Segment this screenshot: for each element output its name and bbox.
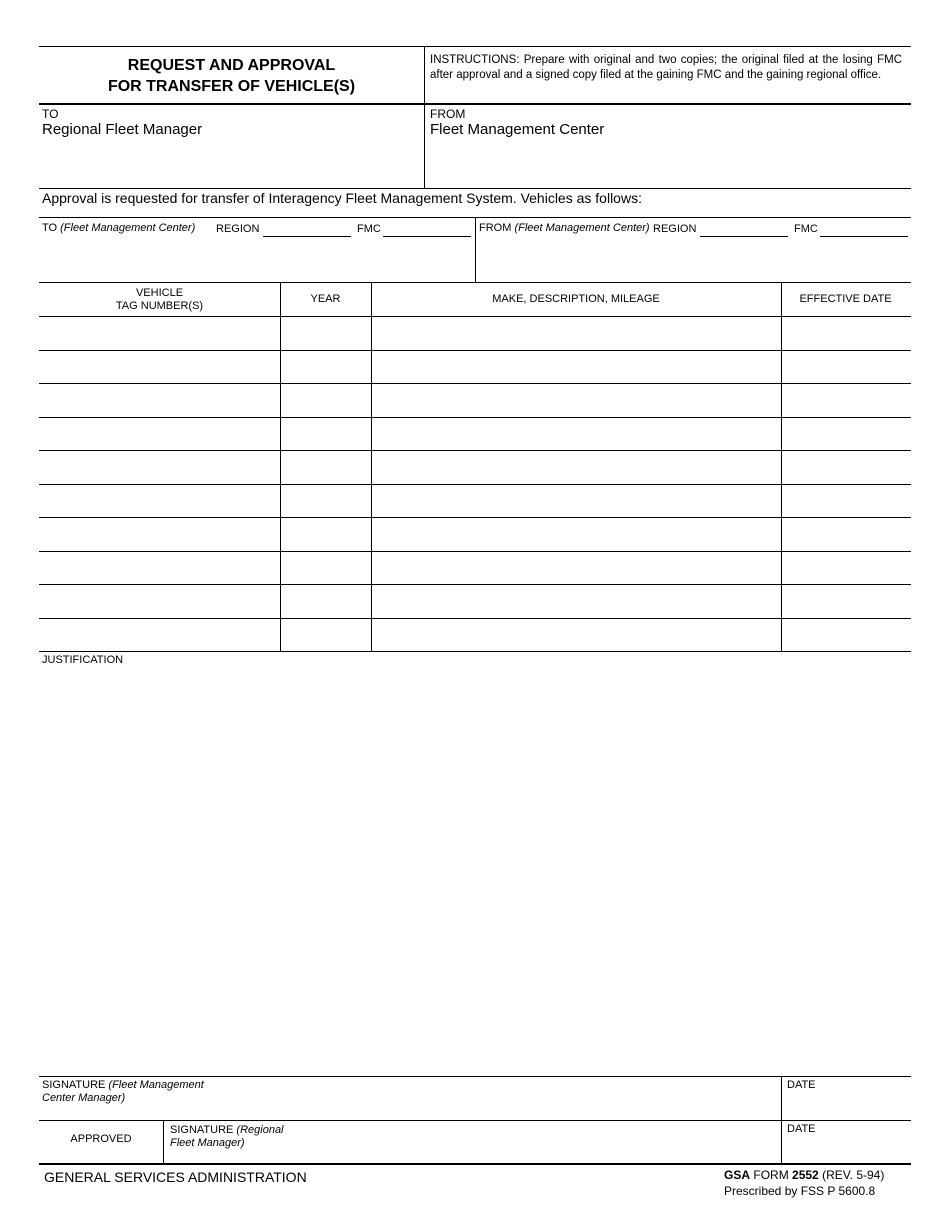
header-divider	[424, 46, 425, 188]
cell-date[interactable]	[783, 553, 908, 583]
cell-make[interactable]	[373, 318, 779, 348]
fmc-date-label: DATE	[787, 1079, 816, 1091]
fmc-sig-sub1: (Fleet Management	[108, 1079, 204, 1091]
transfer-to	[42, 222, 195, 234]
form-title-line1: REQUEST AND APPROVAL	[127, 57, 336, 74]
cell-make[interactable]	[373, 519, 779, 549]
from-region-field[interactable]	[700, 224, 788, 237]
cell-tag[interactable]	[41, 419, 278, 449]
to-from-bottom-rule	[39, 188, 911, 189]
col-divider-2	[371, 282, 372, 651]
form-prefix: GSA	[724, 1168, 751, 1182]
cell-tag[interactable]	[41, 553, 278, 583]
cell-year[interactable]	[282, 452, 369, 482]
cell-year[interactable]	[282, 318, 369, 348]
transfer-from-label: FROM	[479, 222, 512, 234]
cell-make[interactable]	[373, 352, 779, 382]
to-fmc-field[interactable]	[383, 224, 471, 237]
col-divider-3	[781, 282, 782, 651]
cell-make[interactable]	[373, 586, 779, 616]
approved-label: APPROVED	[70, 1133, 132, 1145]
from-value[interactable]: Fleet Management Center	[430, 121, 605, 138]
header-vehicle-line2: TAG NUMBER(S)	[115, 300, 204, 312]
rfm-sig-sub2: Fleet Manager)	[170, 1137, 245, 1149]
from-label: FROM	[430, 107, 466, 121]
cell-tag[interactable]	[41, 452, 278, 482]
transfer-to-sub: (Fleet Management Center)	[60, 222, 196, 234]
cell-date[interactable]	[783, 586, 908, 616]
cell-tag[interactable]	[41, 385, 278, 415]
transfer-divider	[475, 217, 476, 282]
cell-year[interactable]	[282, 419, 369, 449]
form-title	[39, 55, 424, 97]
agency-name: GENERAL SERVICES ADMINISTRATION	[44, 1169, 307, 1185]
form-number-block	[724, 1167, 884, 1199]
rfm-sig-sub1: (Regional	[236, 1124, 284, 1136]
cell-tag[interactable]	[41, 519, 278, 549]
cell-make[interactable]	[373, 419, 779, 449]
cell-tag[interactable]	[41, 486, 278, 516]
rfm-date-field[interactable]	[787, 1138, 907, 1162]
rfm-signature-field[interactable]	[290, 1132, 770, 1160]
to-value[interactable]: Regional Fleet Manager	[42, 121, 203, 138]
prescribed-by: Prescribed by FSS P 5600.8	[724, 1184, 876, 1198]
col-divider-1	[280, 282, 281, 651]
cell-make[interactable]	[373, 452, 779, 482]
approval-statement: Approval is requested for transfer of Interagency Fleet Management System. Vehicles as follows:	[42, 190, 642, 206]
from-fmc-label: FMC	[794, 223, 818, 235]
cell-tag[interactable]	[41, 352, 278, 382]
fmc-sig-sub2: Center Manager)	[42, 1092, 126, 1104]
form-revision: (REV. 5-94)	[822, 1168, 885, 1182]
header-bottom-rule	[39, 103, 911, 105]
cell-year[interactable]	[282, 620, 369, 650]
from-region-label: REGION	[653, 223, 697, 235]
cell-make[interactable]	[373, 620, 779, 650]
cell-date[interactable]	[783, 352, 908, 382]
cell-make[interactable]	[373, 385, 779, 415]
to-fmc-label: FMC	[357, 223, 381, 235]
rfm-sig-label: SIGNATURE	[170, 1124, 234, 1136]
justification-label: JUSTIFICATION	[42, 654, 124, 666]
cell-make[interactable]	[373, 553, 779, 583]
header-vehicle-tag	[39, 287, 280, 313]
sig-middle-rule	[39, 1120, 911, 1121]
justification-field[interactable]	[39, 670, 911, 1070]
fmc-sig-label: SIGNATURE	[42, 1079, 106, 1091]
cell-date[interactable]	[783, 486, 908, 516]
cell-year[interactable]	[282, 486, 369, 516]
cell-year[interactable]	[282, 586, 369, 616]
instructions-text: INSTRUCTIONS: Prepare with original and two copies; the original filed at the losing FMC after approval and a signed copy filed at the gaining FMC and the gaining regional office.	[430, 54, 902, 81]
cell-year[interactable]	[282, 385, 369, 415]
footer-rule	[39, 1163, 911, 1165]
cell-year[interactable]	[282, 553, 369, 583]
cell-tag[interactable]	[41, 318, 278, 348]
to-region-label: REGION	[216, 223, 260, 235]
header-year: YEAR	[310, 293, 341, 305]
rfm-date-label: DATE	[787, 1123, 816, 1135]
form-number: 2552	[792, 1168, 819, 1182]
transfer-to-label: TO	[42, 222, 58, 234]
cell-make[interactable]	[373, 486, 779, 516]
transfer-from	[479, 222, 650, 234]
cell-year[interactable]	[282, 352, 369, 382]
fmc-signature-field[interactable]	[130, 1090, 770, 1118]
cell-date[interactable]	[783, 452, 908, 482]
header-vehicle-line1: VEHICLE	[135, 287, 184, 299]
to-region-field[interactable]	[263, 224, 351, 237]
cell-year[interactable]	[282, 519, 369, 549]
cell-tag[interactable]	[41, 620, 278, 650]
top-rule	[39, 46, 911, 47]
form-word: FORM	[753, 1168, 789, 1182]
from-fmc-field[interactable]	[820, 224, 908, 237]
cell-date[interactable]	[783, 385, 908, 415]
form-title-line2: FOR TRANSFER OF VEHICLE(S)	[107, 78, 356, 95]
approved-divider	[163, 1120, 164, 1164]
cell-tag[interactable]	[41, 586, 278, 616]
rfm-signature-label	[170, 1124, 284, 1150]
fmc-date-field[interactable]	[787, 1094, 907, 1118]
header-make-description: MAKE, DESCRIPTION, MILEAGE	[492, 293, 660, 305]
cell-date[interactable]	[783, 620, 908, 650]
header-effective-date: EFFECTIVE DATE	[799, 293, 892, 305]
cell-date[interactable]	[783, 318, 908, 348]
cell-date[interactable]	[783, 419, 908, 449]
transfer-from-sub: (Fleet Management Center)	[514, 222, 650, 234]
to-label: TO	[42, 107, 59, 121]
cell-date[interactable]	[783, 519, 908, 549]
